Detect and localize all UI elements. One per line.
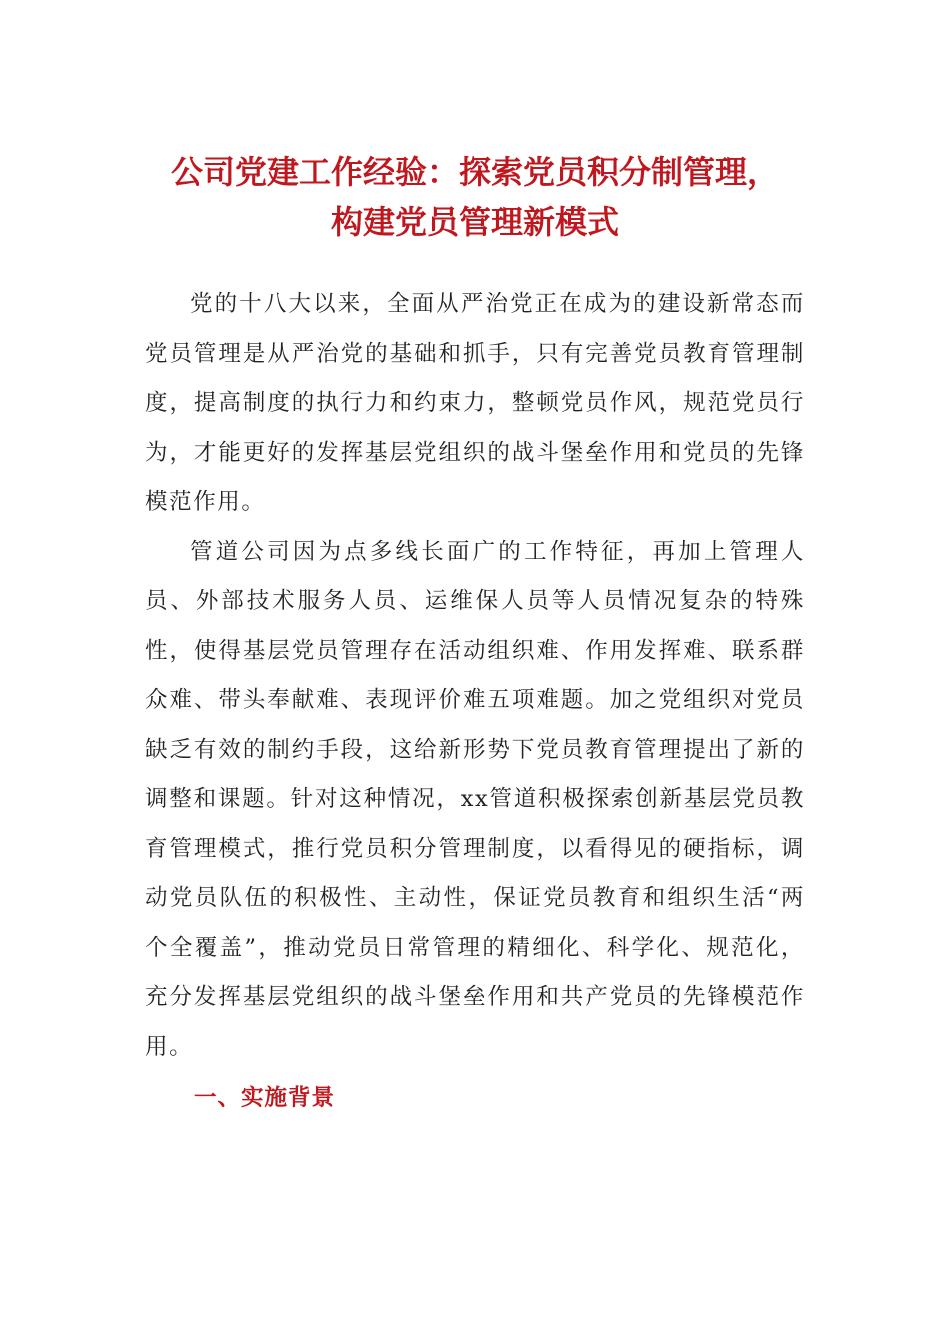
- document-title-line-2: 构建党员管理新模式: [330, 203, 619, 241]
- body-paragraph-1: 党的十八大以来，全面从严治党正在成为的建设新常态而党员管理是从严治党的基础和抓手，只有完善党员教育管理制度，提高制度的执行力和约束力，整顿党员作风，规范党员行为，才能更好的发挥基层党组织的战斗堡垒作用和党员的先锋模范作用。: [145, 291, 805, 515]
- document-body: [145, 280, 805, 1072]
- document-title-line-1: 公司党建工作经验：探索党员积分制管理，: [170, 153, 779, 191]
- section-heading: 一、实施背景: [194, 1085, 336, 1111]
- body-paragraph-2: 管道公司因为点多线长面广的工作特征，再加上管理人员、外部技术服务人员、运维保人员等人员情况复杂的特殊性，使得基层党员管理存在活动组织难、作用发挥难、联系群众难、带头奉献难、表现评价难五项难题。加之党组织对党员缺乏有效的制约手段，这给新形势下党员教育管理提出了新的调整和课题。针对这种情况，xx管道积极探索创新基层党员教育管理模式，推行党员积分管理制度，以看得见的硬指标，调动党员队伍的积极性、主动性，保证党员教育和组织生活“两个全覆盖”，推动党员日常管理的精细化、科学化、规范化，充分发挥基层党组织的战斗堡垒作用和共产党员的先锋模范作用。: [145, 538, 805, 1060]
